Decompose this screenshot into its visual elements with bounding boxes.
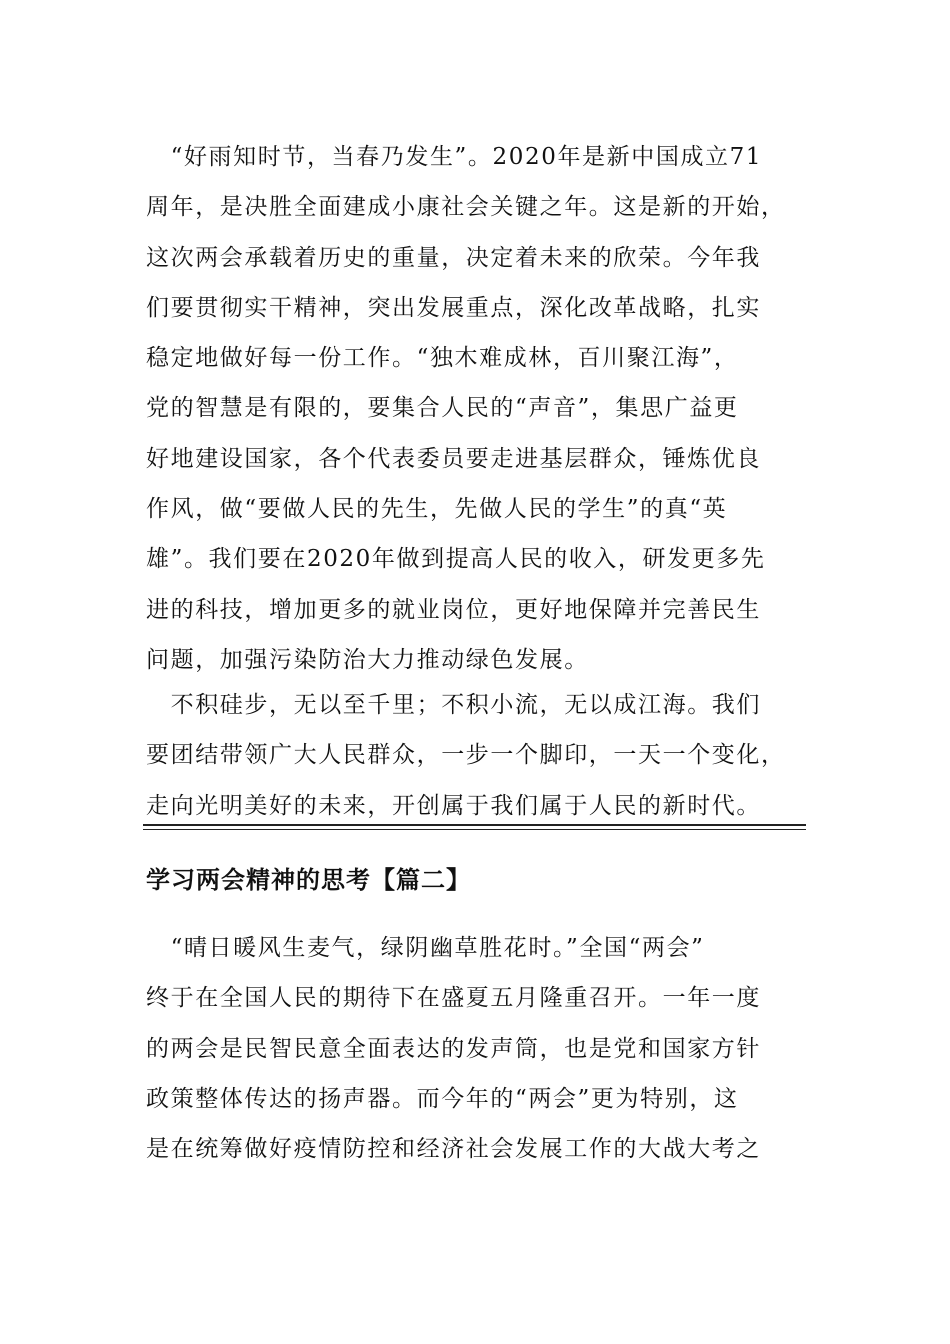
section-heading: 学习两会精神的思考【篇二】: [146, 866, 471, 894]
text-line: 问题，加强污染防治大力推动绿色发展。: [146, 646, 589, 673]
section-divider: [143, 824, 806, 830]
text-line: 终于在全国人民的期待下在盛夏五月隆重召开。一年一度: [146, 985, 761, 1012]
text-line: 好地建设国家，各个代表委员要走进基层群众，锤炼优良: [146, 445, 761, 472]
text-line: 的两会是民智民意全面表达的发声筒，也是党和国家方针: [146, 1035, 761, 1062]
text-line: 进的科技，增加更多的就业岗位，更好地保障并完善民生: [146, 596, 761, 623]
text-line: 不积硅步，无以至千里；不积小流，无以成江海。我们: [146, 692, 761, 718]
text-line: 作风，做“要做人民的先生，先做人民的学生”的真“英: [146, 496, 728, 523]
paragraph-2: [146, 680, 806, 831]
text-line: “好雨知时节，当春乃发生”。2020年是新中国成立71: [146, 144, 763, 170]
text-line: 要团结带领广大人民群众，一步一个脚印，一天一个变化，: [146, 742, 786, 769]
text-line: 雄”。我们要在2020年做到提高人民的收入，研发更多先: [146, 546, 766, 573]
text-line: 这次两会承载着历史的重量，决定着未来的欣荣。今年我: [146, 244, 761, 271]
paragraph-3: [146, 923, 806, 1174]
text-line: 政策整体传达的扬声器。而今年的“两会”更为特别，这: [146, 1085, 739, 1112]
text-line: “晴日暖风生麦气，绿阴幽草胜花时。”全国“两会”: [146, 935, 705, 961]
text-line: 走向光明美好的未来，开创属于我们属于人民的新时代。: [146, 792, 761, 819]
text-line: 党的智慧是有限的，要集合人民的“声音”，集思广益更: [146, 395, 739, 422]
text-line: 们要贯彻实干精神，突出发展重点，深化改革战略，扎实: [146, 294, 761, 321]
text-line: 稳定地做好每一份工作。“独木难成林，百川聚江海”，: [146, 345, 739, 372]
paragraph-1: [146, 132, 806, 685]
text-line: 是在统筹做好疫情防控和经济社会发展工作的大战大考之: [146, 1136, 761, 1163]
text-line: 周年，是决胜全面建成小康社会关键之年。这是新的开始，: [146, 194, 786, 221]
